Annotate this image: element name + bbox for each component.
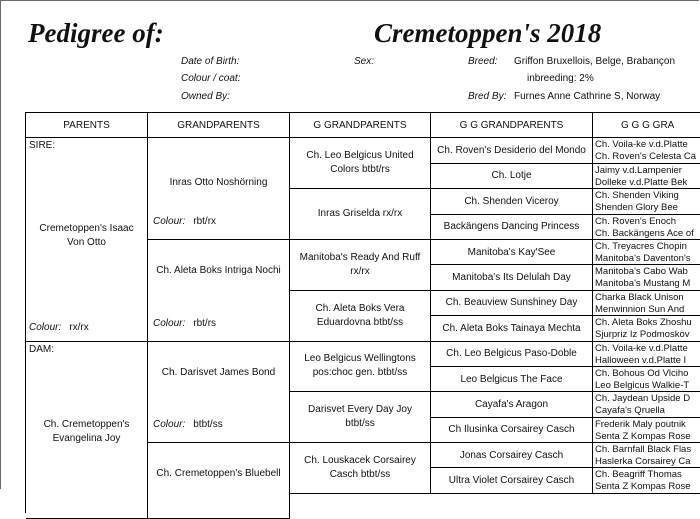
colour-label: Colour: bbox=[153, 215, 186, 227]
column-header-gg-grandparents: G G GRANDPARENTS bbox=[431, 113, 593, 138]
ggg-grandparent-name: Ch. Voila-ke v.d.Platte bbox=[595, 139, 688, 151]
ggg-grandparent-name: Manitoba's Daventon's bbox=[595, 252, 691, 264]
ggg-grandparent-pair[interactable] bbox=[593, 316, 700, 341]
column-header-ggg-grandparents: G G G GRA bbox=[593, 113, 700, 138]
gg-grandparent-cell[interactable]: Backängens Dancing Princess bbox=[431, 215, 593, 240]
gg-grandparent-cell[interactable]: Ch Ilusinka Corsairey Casch bbox=[431, 418, 593, 443]
dam-label: DAM: bbox=[29, 343, 54, 355]
g-grandparent-cell[interactable]: Darisvet Every Day Joy btbt/ss bbox=[290, 392, 431, 443]
sire-label: SIRE: bbox=[29, 140, 56, 152]
grandparent-cell[interactable] bbox=[148, 443, 290, 519]
ggg-grandparent-name: Ch. Voila-ke v.d.Platte bbox=[595, 342, 688, 354]
grandparent-cell[interactable] bbox=[148, 240, 290, 342]
g-grandparent-cell[interactable]: Inras Griselda rx/rx bbox=[290, 189, 431, 240]
ggg-grandparent-pair[interactable] bbox=[593, 215, 700, 240]
ggg-grandparent-name: Ch. Barnfall Black Flas bbox=[595, 444, 692, 456]
gg-grandparent-cell[interactable]: Ch. Beauview Sunshiney Day bbox=[431, 291, 593, 316]
inbreeding-value: inbreeding: 2% bbox=[527, 73, 594, 84]
bred-by-label: Bred By: bbox=[468, 91, 507, 102]
ggg-grandparent-name: Manitoba's Mustang M bbox=[595, 278, 691, 290]
ggg-grandparent-name: Haslerka Corsairey Ca bbox=[595, 456, 691, 468]
ggg-grandparent-pair[interactable] bbox=[593, 418, 700, 443]
grandparent-colour: rbt/rx bbox=[193, 215, 217, 227]
ggg-grandparent-name: Halloween v.d.Platte I bbox=[595, 354, 687, 366]
grandparent-name: Inras Otto Noshörning bbox=[169, 177, 268, 189]
ggg-grandparent-pair[interactable] bbox=[593, 392, 700, 417]
bred-by-value: Furnes Anne Cathrine S, Norway bbox=[514, 91, 661, 102]
ggg-grandparent-pair[interactable] bbox=[593, 443, 700, 468]
gg-grandparent-cell[interactable]: Manitoba's Its Delulah Day bbox=[431, 265, 593, 290]
ggg-grandparent-name: Ch. Jaydean Upside D bbox=[595, 393, 691, 405]
pedigree-table bbox=[25, 112, 700, 513]
grandparent-name: Ch. Cremetoppen's Bluebell bbox=[156, 468, 281, 480]
grandparent-name: Ch. Aleta Boks Intriga Nochi bbox=[156, 264, 281, 276]
gg-grandparent-cell[interactable]: Jonas Corsairey Casch bbox=[431, 443, 593, 468]
breed-value: Griffon Bruxellois, Belge, Brabançon bbox=[514, 56, 676, 67]
ggg-grandparent-name: Manitoba's Cabo Wab bbox=[595, 266, 688, 278]
dam-name: Ch. Cremetoppen's Evangelina Joy bbox=[43, 418, 130, 444]
colour-label: Colour: bbox=[29, 321, 62, 333]
column-header-parents: PARENTS bbox=[26, 113, 148, 138]
sire-cell[interactable] bbox=[26, 138, 148, 341]
ggg-grandparent-name: Jaimy v.d.Lampenier bbox=[595, 164, 682, 176]
ggg-grandparent-pair[interactable] bbox=[593, 265, 700, 290]
gg-grandparent-cell[interactable]: Cayafa's Aragon bbox=[431, 392, 593, 417]
dam-cell[interactable] bbox=[26, 342, 148, 519]
title-prefix: Pedigree of: bbox=[28, 18, 164, 48]
colour-label: Colour: bbox=[153, 419, 186, 431]
g-grandparent-cell[interactable]: Manitoba's Ready And Ruff rx/rx bbox=[290, 240, 431, 291]
ggg-grandparent-pair[interactable] bbox=[593, 164, 700, 189]
grandparent-name: Ch. Darisvet James Bond bbox=[161, 366, 276, 378]
ggg-grandparent-pair[interactable] bbox=[593, 468, 700, 493]
ggg-grandparent-pair[interactable] bbox=[593, 138, 700, 163]
gg-grandparent-cell[interactable]: Ch. Shenden Viceroy bbox=[431, 189, 593, 214]
ggg-grandparent-pair[interactable] bbox=[593, 367, 700, 392]
grandparent-colour: rbt/rs bbox=[193, 317, 217, 329]
sex-label: Sex: bbox=[354, 56, 375, 67]
owned-by-label: Owned By: bbox=[181, 91, 230, 102]
ggg-grandparent-name: Ch. Aleta Boks Zhoshu bbox=[595, 317, 692, 329]
ggg-grandparent-name: Shenden Glory Bee bbox=[595, 202, 678, 214]
ggg-grandparent-pair[interactable] bbox=[593, 342, 700, 367]
date-of-birth-label: Date of Birth: bbox=[181, 56, 240, 67]
ggg-grandparent-name: Ch. Shenden Viking bbox=[595, 190, 679, 202]
ggg-grandparent-name: Ch. Backängens Ace of bbox=[595, 227, 694, 239]
gg-grandparent-cell[interactable]: Ultra Violet Corsairey Casch bbox=[431, 468, 593, 493]
g-grandparent-cell[interactable]: Ch. Aleta Boks Vera Eduardovna btbt/ss bbox=[290, 291, 431, 342]
g-grandparent-cell[interactable]: Ch. Leo Belgicus United Colors btbt/rs bbox=[290, 138, 431, 189]
ggg-grandparent-pair[interactable] bbox=[593, 189, 700, 214]
sire-colour: rx/rx bbox=[69, 321, 89, 333]
ggg-grandparent-name: Menwinnion Sun And bbox=[595, 303, 685, 315]
g-grandparent-cell[interactable]: Ch. Louskacek Corsairey Casch btbt/ss bbox=[290, 443, 431, 494]
ggg-grandparent-name: Dolleke v.d.Platte Bek bbox=[595, 176, 688, 188]
breed-label: Breed: bbox=[468, 56, 498, 67]
ggg-grandparent-name: Ch. Beagriff Thomas bbox=[595, 469, 682, 481]
colour-label: Colour: bbox=[153, 317, 186, 329]
dog-name-title: Cremetoppen's 2018 bbox=[374, 18, 602, 48]
ggg-grandparent-name: Ch. Roven's Celesta Ca bbox=[595, 151, 697, 163]
ggg-grandparent-pair[interactable] bbox=[593, 240, 700, 265]
ggg-grandparent-name: Cayafa's Qruella bbox=[595, 405, 665, 417]
grandparent-cell[interactable] bbox=[148, 342, 290, 444]
ggg-grandparent-name: Ch. Treyacres Chopin bbox=[595, 240, 687, 252]
ggg-grandparent-pair[interactable] bbox=[593, 291, 700, 316]
column-header-grandparents: GRANDPARENTS bbox=[148, 113, 290, 138]
ggg-grandparent-name: Charka Black Unison bbox=[595, 291, 684, 303]
gg-grandparent-cell[interactable]: Manitoba's Kay'See bbox=[431, 240, 593, 265]
g-grandparent-cell[interactable]: Leo Belgicus Wellingtons pos:choc gen. btbt/ss bbox=[290, 342, 431, 393]
gg-grandparent-cell[interactable]: Ch. Lotje bbox=[431, 164, 593, 189]
colour-coat-label: Colour / coat: bbox=[181, 73, 241, 84]
column-header-g-grandparents: G GRANDPARENTS bbox=[290, 113, 431, 138]
gg-grandparent-cell[interactable]: Ch. Roven's Desiderio del Mondo bbox=[431, 138, 593, 163]
ggg-grandparent-name: Senta Z Kompas Rose bbox=[595, 481, 691, 493]
gg-grandparent-cell[interactable]: Ch. Leo Belgicus Paso-Doble bbox=[431, 342, 593, 367]
grandparent-colour: btbt/ss bbox=[193, 419, 223, 431]
sire-name: Cremetoppen's Isaac Von Otto bbox=[39, 223, 134, 249]
gg-grandparent-cell[interactable]: Ch. Aleta Boks Tainaya Mechta bbox=[431, 316, 593, 341]
ggg-grandparent-name: Senta Z Kompas Rose bbox=[595, 430, 691, 442]
gg-grandparent-cell[interactable]: Leo Belgicus The Face bbox=[431, 367, 593, 392]
ggg-grandparent-name: Ch. Roven's Enoch bbox=[595, 215, 677, 227]
ggg-grandparent-name: Leo Belgicus Walkie-T bbox=[595, 379, 690, 391]
ggg-grandparent-name: Sjurpriz Iz Podmoskov bbox=[595, 329, 690, 341]
ggg-grandparent-name: Frederik Maly poutnik bbox=[595, 418, 686, 430]
grandparent-cell[interactable] bbox=[148, 138, 290, 240]
ggg-grandparent-name: Ch. Bohous Od Vlciho bbox=[595, 367, 689, 379]
